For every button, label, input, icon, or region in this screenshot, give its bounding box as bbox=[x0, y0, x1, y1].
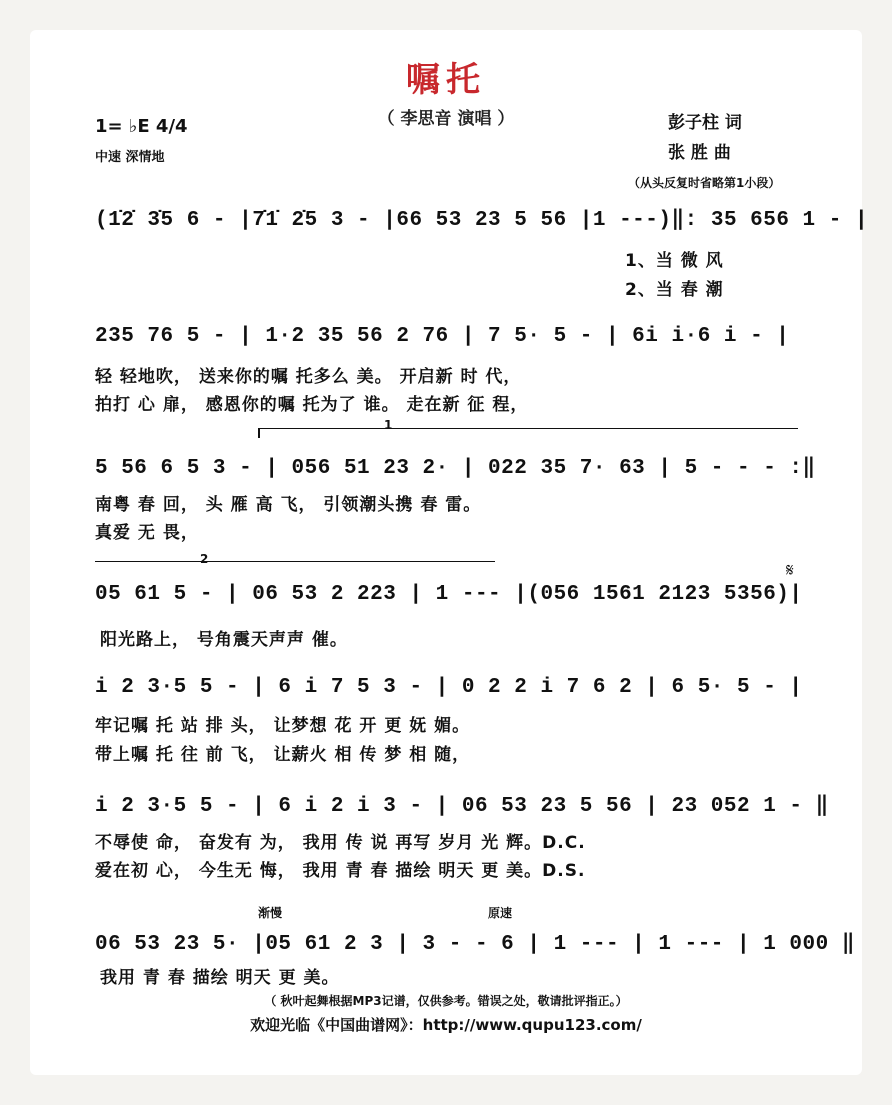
lyric-line: 拍打 心 扉， 感恩你的嘱 托为了 谁。 走在新 征 程， bbox=[95, 395, 529, 415]
volta-bracket bbox=[95, 561, 495, 562]
lyric-line: 南粤 春 回， 头 雁 高 飞， 引领潮头携 春 雷。 bbox=[95, 495, 482, 515]
composer-credit: 张 胜 曲 bbox=[668, 143, 731, 163]
lyric-line: 1、当 微 风 bbox=[625, 251, 724, 271]
singer-credit: （ 李思音 演唱 ） bbox=[377, 109, 515, 129]
a-tempo-mark: 原速 bbox=[488, 906, 513, 920]
volta-tick bbox=[258, 428, 260, 438]
site-link[interactable]: 欢迎光临《中国曲谱网》：http://www.qupu123.com/ bbox=[250, 1016, 642, 1034]
volta-number: 2 bbox=[200, 552, 209, 566]
transcription-note: （ 秋叶起舞根据MP3记谱，仅供参考。错误之处，敬请批评指正。） bbox=[264, 994, 628, 1008]
lyric-line: 2、当 春 潮 bbox=[625, 280, 724, 300]
notation-line: 05 61 5 - | 06 53 2 223 | 1 --- |(056 1561 2123 5356)| bbox=[95, 583, 803, 606]
lyric-line: 轻 轻地吹， 送来你的嘱 托多么 美。 开启新 时 代， bbox=[95, 367, 522, 387]
notation-line: 235 76 5 - | 1·2 35 56 2 76 | 7 5· 5 - | 6i i·6 i - | bbox=[95, 325, 790, 348]
song-title: 嘱托 bbox=[406, 60, 486, 100]
ritardando-mark: 渐慢 bbox=[258, 906, 283, 920]
lyric-line: 不辱使 命， 奋发有 为， 我用 传 说 再写 岁月 光 辉。D.C. bbox=[95, 833, 586, 853]
notation-line: i 2 3·5 5 - | 6 i 2 i 3 - | 06 53 23 5 56 | 23 052 1 - ‖ bbox=[95, 795, 829, 818]
lyric-line: 牢记嘱 托 站 排 头， 让梦想 花 开 更 妩 媚。 bbox=[95, 716, 471, 736]
lyric-line: 爱在初 心， 今生无 悔， 我用 青 春 描绘 明天 更 美。D.S. bbox=[95, 861, 586, 881]
notation-line: 5 56 6 5 3 - | 056 51 23 2· | 022 35 7· 63 | 5 - - - :‖ bbox=[95, 457, 816, 480]
key-signature: 1= ♭E 4/4 bbox=[95, 116, 188, 137]
lyric-line: 真爱 无 畏， bbox=[95, 523, 199, 543]
lyric-line: 我用 青 春 描绘 明天 更 美。 bbox=[100, 968, 340, 988]
volta-bracket bbox=[258, 428, 798, 429]
notation-line: (1̇2̇ 3̇5 6 - |7̇1̇ 2̇5 3 - |66 53 23 5 56 |1 ---)‖: 35 656 1 - | bbox=[95, 209, 869, 232]
lyric-line: 阳光路上， 号角震天声声 催。 bbox=[100, 630, 348, 650]
segno-sign: 𝄋 bbox=[786, 560, 794, 581]
lyric-line: 带上嘱 托 往 前 飞， 让薪火 相 传 梦 相 随， bbox=[95, 745, 471, 765]
notation-line: 06 53 23 5· |05 61 2 3 | 3 - - 6 | 1 --- | 1 --- | 1 000 ‖ bbox=[95, 933, 855, 956]
repeat-note: （从头反复时省略第1小段） bbox=[628, 176, 781, 190]
volta-number: 1 bbox=[384, 418, 393, 432]
tempo-marking: 中速 深情地 bbox=[95, 150, 165, 165]
notation-line: i 2 3·5 5 - | 6 i 7 5 3 - | 0 2 2 i 7 6 2 | 6 5· 5 - | bbox=[95, 676, 803, 699]
lyricist-credit: 彭子柱 词 bbox=[668, 113, 742, 133]
